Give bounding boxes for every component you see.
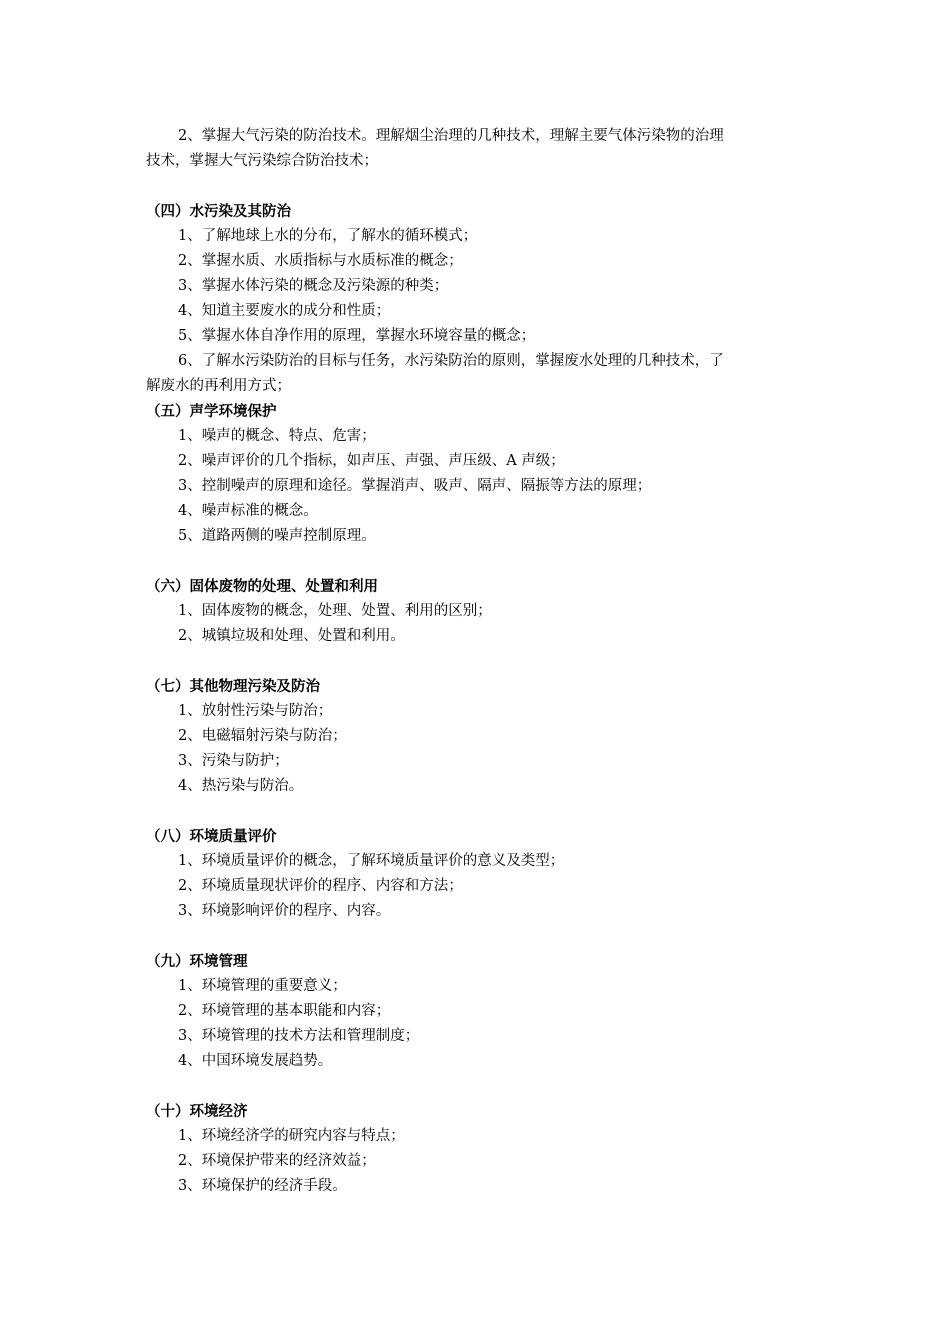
spacer (146, 799, 810, 824)
list-item: 3、环境影响评价的程序、内容。 (178, 903, 391, 919)
list-item: 2、环境保护带来的经济效益； (178, 1153, 376, 1169)
intro-line-2: 技术，掌握大气污染综合防治技术； (146, 153, 378, 169)
list-item: 1、环境经济学的研究内容与特点； (178, 1128, 405, 1144)
list-item: 3、污染与防护； (178, 753, 289, 769)
list-item: 2、城镇垃圾和处理、处置和利用。 (178, 628, 405, 644)
list-item: 1、固体废物的概念，处理、处置、利用的区别； (178, 603, 492, 619)
list-item: 3、环境保护的经济手段。 (178, 1178, 347, 1194)
section-heading-physical-pollution: （七）其他物理污染及防治 (146, 678, 320, 695)
list-item: 4、知道主要废水的成分和性质； (178, 303, 391, 319)
intro-line-1: 2、掌握大气污染的防治技术。理解烟尘治理的几种技术，理解主要气体污染物的治理 (178, 128, 724, 144)
list-item: 2、电磁辐射污染与防治； (178, 728, 347, 744)
list-item: 1、噪声的概念、特点、危害； (178, 428, 376, 444)
list-item: 1、环境管理的重要意义； (178, 978, 347, 994)
spacer (146, 174, 810, 199)
section-heading-quality-assessment: （八）环境质量评价 (146, 828, 277, 845)
list-item: 3、环境管理的技术方法和管理制度； (178, 1028, 420, 1044)
section-heading-acoustic: （五）声学环境保护 (146, 403, 277, 420)
section-heading-solid-waste: （六）固体废物的处理、处置和利用 (146, 578, 378, 595)
list-item: 2、噪声评价的几个指标，如声压、声强、声压级、A 声级； (178, 453, 565, 469)
list-item: 2、环境质量现状评价的程序、内容和方法； (178, 878, 463, 894)
list-item: 4、中国环境发展趋势。 (178, 1053, 333, 1069)
document-page (146, 124, 810, 1199)
list-item: 3、控制噪声的原理和途径。掌握消声、吸声、隔声、隔振等方法的原理； (178, 478, 652, 494)
list-item: 5、道路两侧的噪声控制原理。 (178, 528, 376, 544)
spacer (146, 1074, 810, 1099)
section-heading-management: （九）环境管理 (146, 953, 248, 970)
list-item: 1、了解地球上水的分布，了解水的循环模式； (178, 228, 478, 244)
list-item: 1、放射性污染与防治； (178, 703, 333, 719)
section-heading-economics: （十）环境经济 (146, 1103, 248, 1120)
list-item: 6、了解水污染防治的目标与任务，水污染防治的原则，掌握废水处理的几种技术，了 (178, 353, 724, 369)
spacer (146, 649, 810, 674)
list-item: 4、噪声标准的概念。 (178, 503, 318, 519)
section-heading-water: （四）水污染及其防治 (146, 203, 291, 220)
list-item: 4、热污染与防治。 (178, 778, 304, 794)
spacer (146, 924, 810, 949)
list-item: 1、环境质量评价的概念，了解环境质量评价的意义及类型； (178, 853, 565, 869)
list-item: 3、掌握水体污染的概念及污染源的种类； (178, 278, 449, 294)
list-item: 2、掌握水质、水质指标与水质标准的概念； (178, 253, 463, 269)
list-item: 2、环境管理的基本职能和内容； (178, 1003, 391, 1019)
list-item: 5、掌握水体自净作用的原理，掌握水环境容量的概念； (178, 328, 536, 344)
spacer (146, 549, 810, 574)
list-item-continuation: 解废水的再利用方式； (146, 378, 291, 394)
